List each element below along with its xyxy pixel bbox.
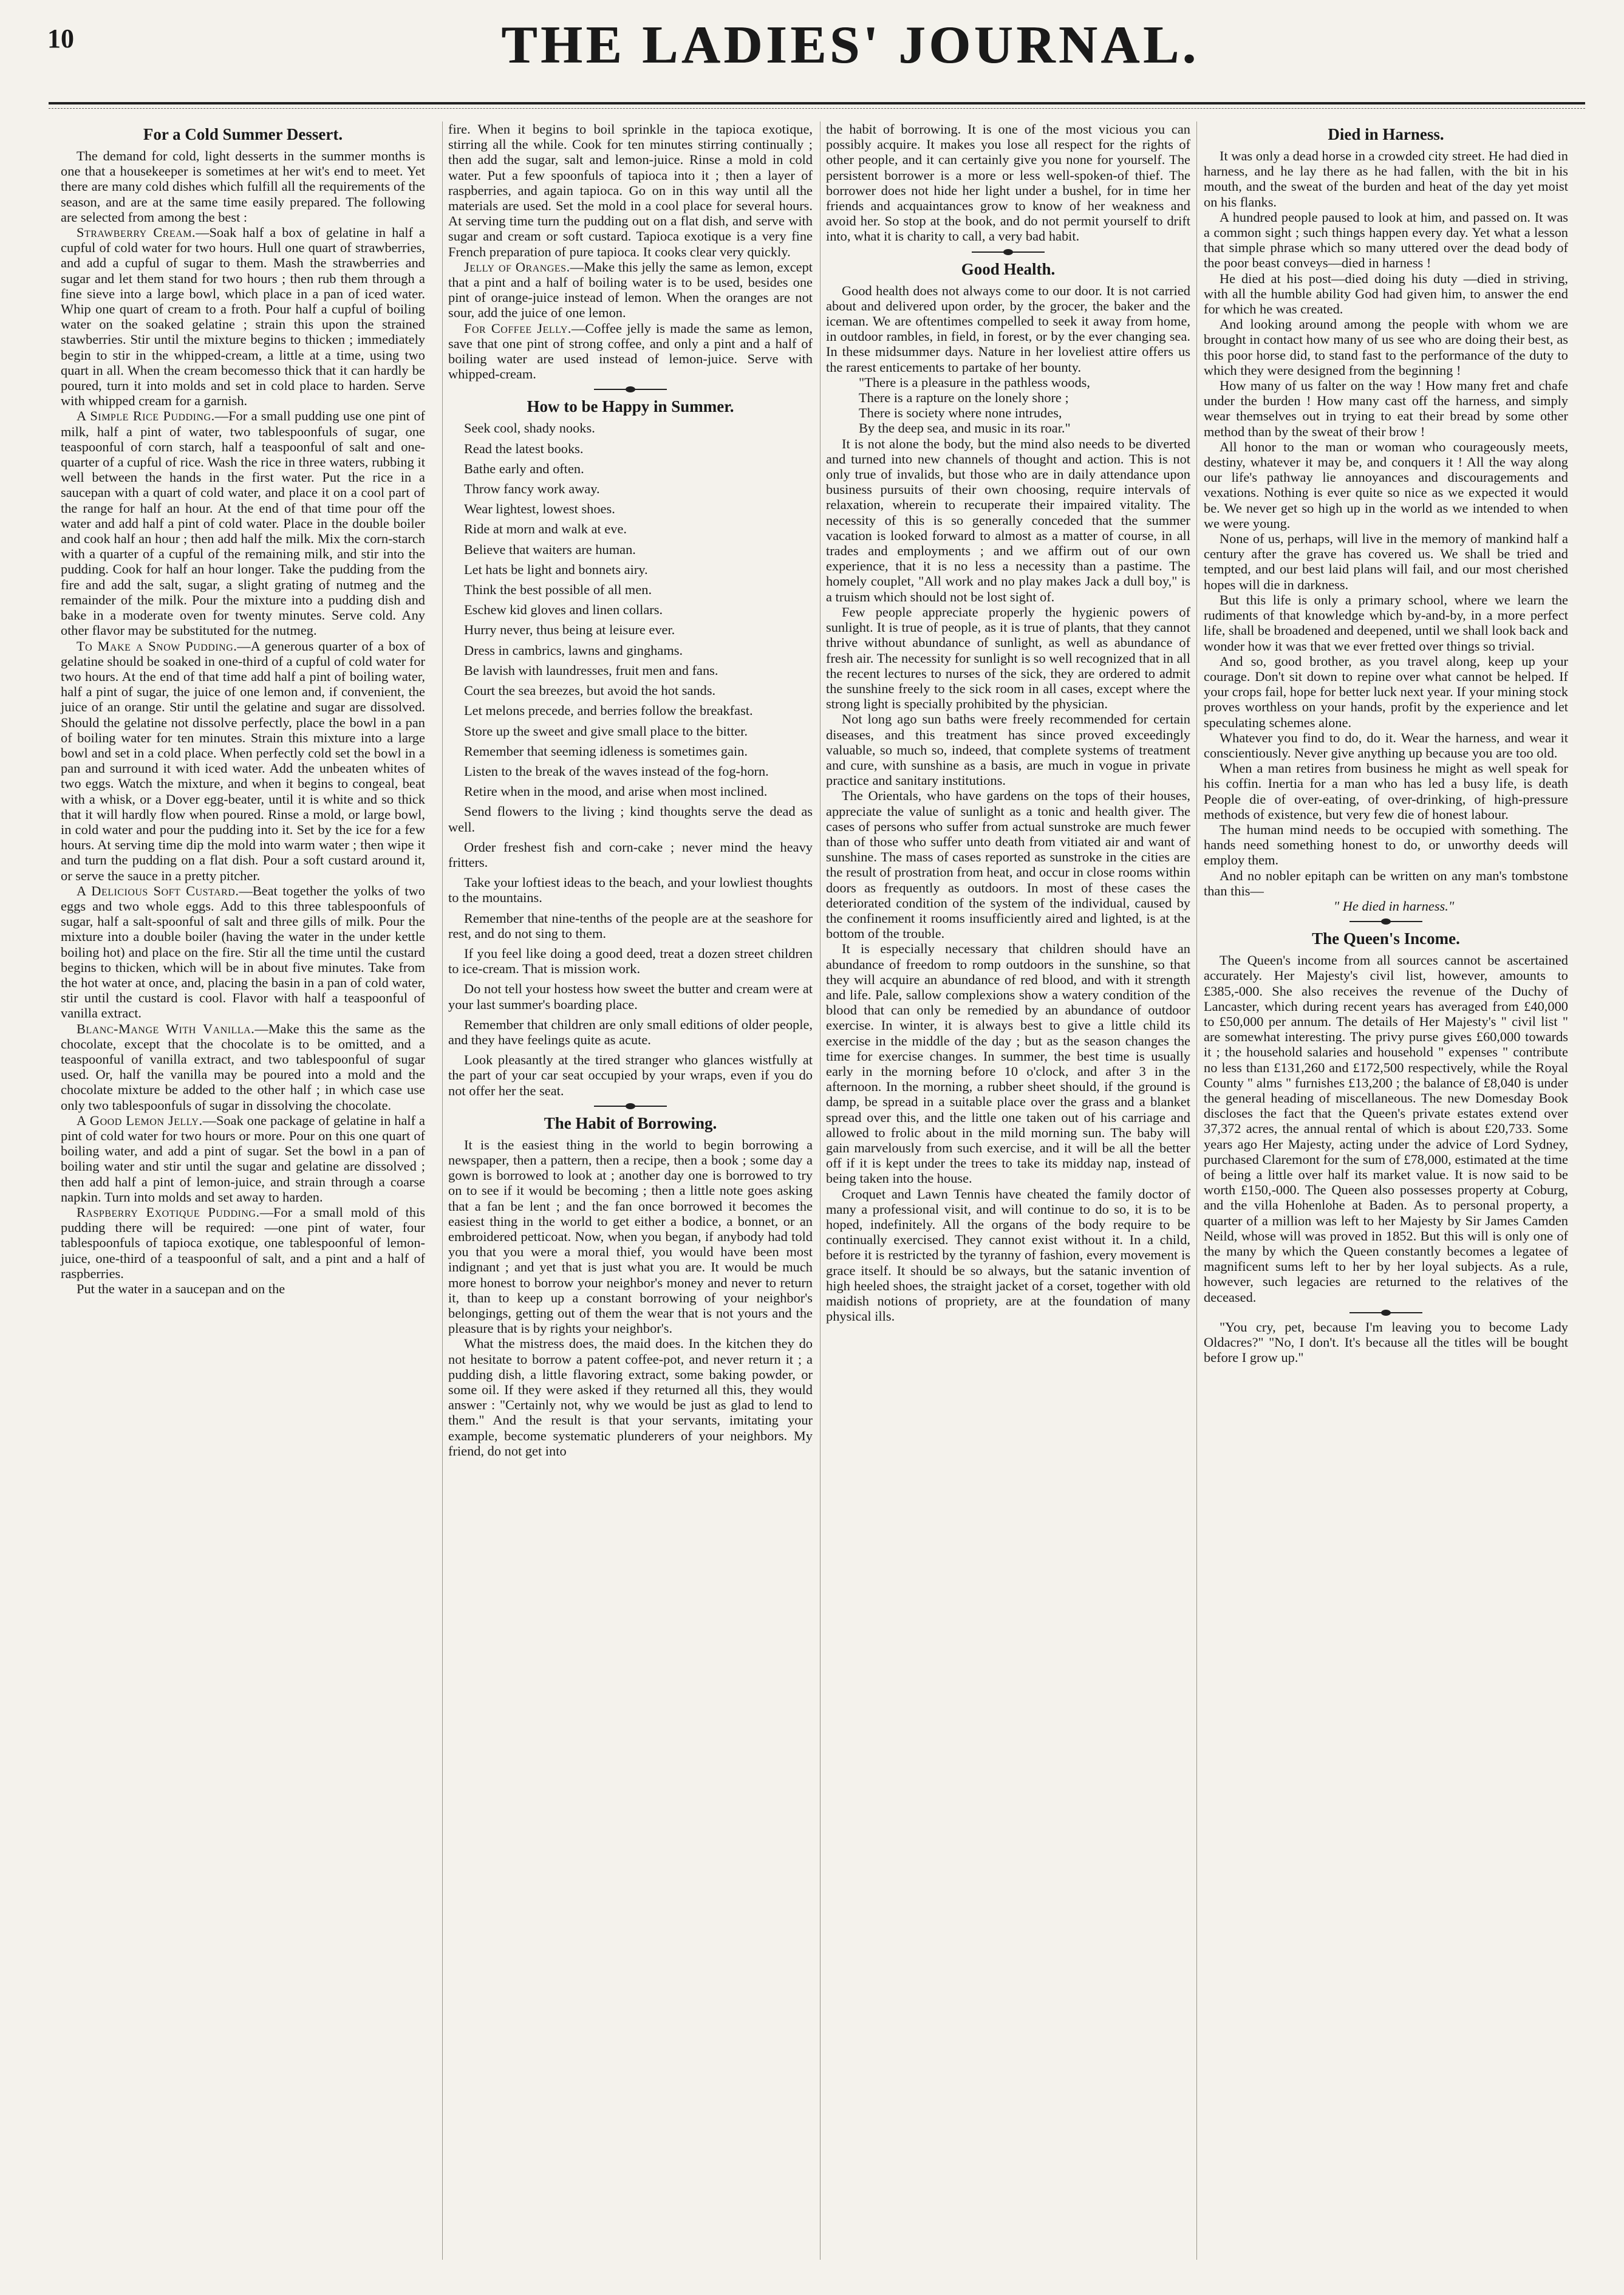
happy-list-item: Look pleasantly at the tired stranger who glances wistfully at the part of your car seat occupied by your wraps, even if you do not offer her the seat. xyxy=(448,1052,813,1098)
recipe-title: A Good Lemon Jelly. xyxy=(77,1112,203,1128)
paragraph: All honor to the man or woman who courageously meets, destiny, whatever it may be, and conquers it ! All the way along our life's pathway lie annoyances and discouragements and vexations. Nothing is ever quite so nice as we expected it would be. We never get so high up in the world as we intended to when we were young. xyxy=(1204,439,1568,531)
happy-list-item: Eschew kid gloves and linen collars. xyxy=(464,602,663,618)
happy-list-item: Do not tell your hostess how sweet the butter and cream were at your last summer's boarding place. xyxy=(448,981,813,1012)
paragraph: fire. When it begins to boil sprinkle in the tapioca exotique, stirring all the while. Cook for ten minutes stirring continually ; then add the sugar, salt and lemon-juice. Rinse a mold in cold water. Put a few spoonfuls of tapioca into it ; then a layer of raspberries, and again tapioca. Go on in this way until all the materials are used. Set the mold in a cool place for several hours. At serving time turn the pudding out on a flat dish, and serve with sugar and cream or soft custard. Tapioca exotique is a very fine French preparation of pure tapioca. It cooks clear very quickly. xyxy=(448,121,813,259)
recipe-paragraph xyxy=(448,321,813,382)
paragraph: None of us, perhaps, will live in the memory of mankind half a century after the grave has covered us. We shall be tried and tempted, and our best laid plans will fail, and our most cherished hopes will die in darkness. xyxy=(1204,531,1568,592)
happy-list-item: Believe that waiters are human. xyxy=(464,541,636,557)
recipe-title: Strawberry Cream. xyxy=(77,225,196,241)
happy-list-item: Wear lightest, lowest shoes. xyxy=(464,501,615,517)
paragraph: Few people appreciate properly the hygienic powers of sunlight. It is true of people, as it is true of plants, that they cannot thrive without abundance of sunlight, as well as abundance of fresh air. The necessity for sunlight is so well recognized that in all the recent lectures to nurses of the sick, they are ordered to admit the sunshine freely to the sick room in all cases, except where the strong light is specially prohibited by the physician. xyxy=(826,604,1190,712)
happy-list-item: Seek cool, shady nooks. xyxy=(464,420,595,436)
epitaph: " He died in harness." xyxy=(1333,898,1455,914)
recipe-title: For Coffee Jelly. xyxy=(464,320,571,336)
poem-line: By the deep sea, and music in its roar." xyxy=(859,420,1071,436)
happy-list-item: Think the best possible of all men. xyxy=(464,582,652,598)
column-1 xyxy=(61,121,425,1296)
happy-list-item: Remember that children are only small editions of older people, and they have feelings quite as acute. xyxy=(448,1016,813,1047)
paragraph: And looking around among the people with whom we are brought in contact how many of us see who are doing their best, as this poor horse did, to stand fast to the performance of the duty to which they were designed from the beginning ! xyxy=(1204,316,1568,378)
happy-list-item: Ride at morn and walk at eve. xyxy=(464,521,627,537)
paragraph: He died at his post—died doing his duty —died in striving, with all the humble ability God had given him, to answer the end for which he was created. xyxy=(1204,270,1568,317)
paragraph: The Orientals, who have gardens on the tops of their houses, appreciate the value of sunlight as a tonic and health giver. The cases of persons who suffer from actual sunstroke are much fewer than of those who suffer unto death from vitiated air and want of sunshine. The mass of cases reported as sunstroke in the cities are the result of prostration from heat, and occur in close rooms within doors as frequently as outdoors. In most of these cases the deteriorated condition of the system of the individual, caused by the confinement it rooms insufficiently aired and lighted, is at the bottom of the trouble. xyxy=(826,788,1190,942)
happy-list-item: Take your loftiest ideas to the beach, and your lowliest thoughts to the mountains. xyxy=(448,875,813,906)
paragraph: Put the water in a saucepan and on the xyxy=(77,1281,285,1297)
paragraph: It is especially necessary that children should have an abundance of freedom to romp outdoors in the sunshine, so that they will acquire an abundance of red blood, and with it strength and life. Pale, sallow complexions show a watery condition of the blood that can only be remedied by an abundance of outdoor exercise. In winter, it is always best to give a little child its exercise in the middle of the day ; but as the season changes the time for exercise changes. In summer, the best time is usually early in the morning before 10 o'clock, and after 3 in the afternoon. In the morning, a rubber sheet should, if the ground is damp, be spread in a suitable place over the grass and a blanket spread over this, and the little one taken out of his carriage and allowed to frolic about in the mild morning sun. The baby will gain marvelously from such exercise, and it will be all the better off if it is kept under the trees to take its midday nap, instead of being taken into the house. xyxy=(826,941,1190,1186)
recipe-body: —For a small mold of this pudding there will be required: —one pint of water, four tablespoonfuls of tapioca exotique, one tablespoonful of lemon-juice, one-third of a teaspoonful of salt, and a pint and a half of raspberries. xyxy=(61,1205,425,1281)
paragraph: But this life is only a primary school, where we learn the rudiments of that knowledge which by-and-by, in a more perfect life, shall be broadened and deepened, until we shall look back and wonder how it was that we ever fretted over things so trivial. xyxy=(1204,592,1568,654)
masthead-title: THE LADIES' JOURNAL. xyxy=(501,16,1199,75)
recipe-paragraph xyxy=(61,1205,425,1281)
recipe-title: Jelly of Oranges. xyxy=(464,259,570,275)
article-heading-queens-income: The Queen's Income. xyxy=(1312,929,1460,948)
recipe-paragraph xyxy=(61,1113,425,1205)
recipe-title: Raspberry Exotique Pudding. xyxy=(77,1205,260,1220)
article-heading-happy-summer: How to be Happy in Summer. xyxy=(527,397,734,416)
recipe-body: —A generous quarter of a box of gelatine should be soaked in one-third of a cupful of cold water for two hours. At the end of that time add half a pint of boiling water, half a pint of sugar, the juice of one lemon and, if convenient, the juice of an orange. Stir until the gelatine and sugar are dissolved. Should the gelatine not dissolve perfectly, place the bowl in a pan of boiling water for ten minutes. Strain this mixture into a large bowl and set in a cold place. When perfectly cold set the bowl in a pan and surround it with iced water. Add the unbeaten whites of two eggs. Watch the mixture, and when it begins to congeal, beat with a whisk, or a Dover egg-beater, until it is white and so thick that it will hardly flow when poured. Rinse a mold, or large bowl, in cold water and pour the pudding into it. Set by the ice for a few hours. At serving time dip the mold into warm water ; then wipe it and turn the pudding on a flat dish. Pour a soft custard around it, or serve the sauce in a pretty pitcher. xyxy=(61,638,425,883)
happy-list-item: Court the sea breezes, but avoid the hot sands. xyxy=(464,683,716,699)
paragraph: A hundred people paused to look at him, and passed on. It was a common sight ; such things happen every day. Yet what a lesson that simple phrase which so many uttered over the dead body of the poor beast conveys—died in harness ! xyxy=(1204,209,1568,271)
happy-list-item: Let melons precede, and berries follow the breakfast. xyxy=(464,703,753,719)
paragraph: Croquet and Lawn Tennis have cheated the family doctor of many a professional visit, and will continue to do so, it is to be hoped, indefinitely. All the organs of the body require to be continually exercised. They cannot exist without it. In a child, before it is restricted by the tyranny of fashion, every movement is grace itself. It should be so always, but the satanic invention of high heeled shoes, the straight jacket of a corset, together with old maidish notions of propriety, are at the foundation of many physical ills. xyxy=(826,1186,1190,1324)
paragraph: It is not alone the body, but the mind also needs to be diverted and turned into new channels of thought and action. This is not only true of invalids, but those who are in daily attendance upon business pursuits of their own choosing, require intervals of relaxation, wherein to recuperate their impaired vitality. The necessity of this is so generally conceded that the summer vacation is looked forward to almost as a matter of course, in all trades and employments ; and we affirm out of our own experience, that it is no less a necessity than a pastime. The homely couplet, "All work and no play makes Jack a dull boy," is a truism which should not be lost sight of. xyxy=(826,436,1190,604)
header-rule-dashed xyxy=(49,108,1585,109)
paragraph: Not long ago sun baths were freely recommended for certain diseases, and this treatment has since proved exceedingly valuable, so much so, indeed, that complete systems of treatment and cure, with sunshine as a basis, are much in vogue in private practice and sanitary institutions. xyxy=(826,711,1190,788)
happy-list-item: Remember that nine-tenths of the people are at the seashore for rest, and do not sing to them. xyxy=(448,910,813,941)
happy-list-item: Retire when in the mood, and arise when most inclined. xyxy=(464,784,768,799)
paragraph: the habit of borrowing. It is one of the most vicious you can possibly acquire. It makes you lose all respect for the rights of other people, and it can certainly give you none for yourself. The persistent borrower is a more or less well-spoken-of thief. The borrower does not hide her light under a bushel, for in time her friends and acquaintances grow to know of her weakness and avoid her. So stop at the book, and do not permit yourself to drift into, what it is charity to call, a very bad habit. xyxy=(826,121,1190,244)
column-divider xyxy=(820,121,821,2260)
article-heading-borrowing: The Habit of Borrowing. xyxy=(544,1113,717,1132)
article-heading-cold-dessert: For a Cold Summer Dessert. xyxy=(143,125,343,143)
happy-list-item: Send flowers to the living ; kind thoughts serve the dead as well. xyxy=(448,804,813,835)
recipe-body: —Coffee jelly is made the same as lemon, save that one pint of strong coffee, and only a pint and a half of boiling water are used instead of lemon-juice. Serve with whipped-cream. xyxy=(448,320,813,382)
recipe-title: A Delicious Soft Custard. xyxy=(77,883,239,898)
happy-list-item: Throw fancy work away. xyxy=(464,481,600,497)
paragraph: What the mistress does, the maid does. In the kitchen they do not hesitate to borrow a patent coffee-pot, and never return it ; a pudding dish, a little flavoring extract, some baking powder, or some oil. If they were asked if they returned all this, they would answer : "Certainly not, why we would be just as glad to lend to them." And the result is that your servants, imitating your example, become systematic plunderers of your neighbors. My friend, do not get into xyxy=(448,1336,813,1459)
article-heading-good-health: Good Health. xyxy=(961,259,1056,278)
paragraph: The Queen's income from all sources cannot be ascertained accurately. Her Majesty's civil list, however, amounts to £385,-000. She also receives the revenue of the Duchy of Lancaster, which during recent years has averaged from £40,000 to £50,000 per annum. The details of Her Majesty's " civil list " are somewhat interesting. The privy purse gives £60,000 towards it ; the household salaries and household " expenses " contribute no less than £131,260 and £172,500 respectively, while the Royal County " alms " furnishes £13,200 ; the balance of £8,040 is under the general heading of miscellaneous. The new Domesday Book discloses the fact that the Queen's private estates extend over 37,372 acres, the annual rental of which is about £20,733. Some years ago Her Majesty, acting under the advice of Lord Sydney, purchased Claremont for the sum of £78,000, estimated at the time of being a little over half its market value. It is now said to be worth £150,-000. The Queen also possesses property at Coburg, and the villa Hohenlohe at Baden. As to personal property, a quarter of a million was left to her Majesty by Sir James Camden Neild, whose will was proved in 1852. But this will is only one of the many by which the Queen constantly becomes a legatee of magnificent sums left to her by her loyal subjects. As a rule, however, such legacies are returned to the relatives of the deceased. xyxy=(1204,953,1568,1305)
happy-list-item: Remember that seeming idleness is sometimes gain. xyxy=(464,743,748,759)
paragraph: The human mind needs to be occupied with something. The hands need something honest to do, or unworthy deeds will employ them. xyxy=(1204,821,1568,868)
happy-list-item: Store up the sweet and give small place to the bitter. xyxy=(464,723,748,739)
happy-list-item: Let hats be light and bonnets airy. xyxy=(464,561,648,577)
section-separator xyxy=(1349,921,1422,922)
happy-list-item: Listen to the break of the waves instead of the fog-horn. xyxy=(464,763,769,779)
recipe-paragraph xyxy=(61,408,425,638)
recipe-paragraph xyxy=(448,259,813,321)
recipe-body: —Soak half a box of gelatine in half a cupful of cold water for two hours. Hull one quart of strawberries, and add a cupful of sugar to them. Mash the strawberries and sugar and let them stand for two hours ; then rub them through a fine sieve into a large bowl, which place in a pan of iced water. Whip one quart of cream to a froth. Pour half a cupful of boiling water on the soaked gelatine ; strain this upon the strained stawberries. Stir until the mixture begins to thicken ; immediately begin to stir in the whipped-cream, a little at a time, using two quart in all. When the cream becomesso thick that it can hardly be poured, turn it into molds and set in cold place to harden. Serve with whipped cream for a garnish. xyxy=(61,225,425,409)
recipe-paragraph xyxy=(61,638,425,883)
paragraph: Whatever you find to do, do it. Wear the harness, and wear it conscientiously. Never give anything up because you are too old. xyxy=(1204,730,1568,761)
poem-line: There is society where none intrudes, xyxy=(859,405,1062,421)
happy-list-item: Dress in cambrics, lawns and ginghams. xyxy=(464,642,683,658)
happy-list-item: Hurry never, thus being at leisure ever. xyxy=(464,622,675,638)
column-4 xyxy=(1204,121,1568,1365)
poem-line: There is a rapture on the lonely shore ; xyxy=(859,390,1069,406)
recipe-title: A Simple Rice Pudding. xyxy=(77,408,215,424)
section-separator xyxy=(1349,1312,1422,1313)
column-divider xyxy=(1196,121,1197,2260)
article-heading-died-in-harness: Died in Harness. xyxy=(1328,125,1444,143)
happy-summer-list xyxy=(448,420,813,1098)
section-separator xyxy=(594,389,667,390)
paragraph: And so, good brother, as you travel along, keep up your courage. Don't sit down to repine over what cannot be helped. If your crops fail, hope for better luck next year. If your mining stock proves worthless on your hands, profit by the experience and let speculating schemes alone. xyxy=(1204,653,1568,730)
recipe-body: —For a small pudding use one pint of milk, half a pint of water, two tablespoonfuls of sugar, one teaspoonful of corn starch, half a teaspoonful of salt and one-quarter of a cupful of rice. Wash the rice in three waters, rubbing it well between the hands in the first water. Put the rice in a saucepan with a quart of cold water, and place it on a cool part of the range for half an hour. At the end of that time pour off the water and add half a pint of cold water. Place in the double boiler and cook half an hour ; then add half the milk. Mix the corn-starch with a quarter of a cupful of the remaining milk, and stir into the pudding. Cook for half an hour longer. Take the pudding from the fire and add the salt, sugar, a slight grating of nutmeg and the remainder of the milk. Pour the mixture into a pudding dish and bake in a moderate oven for twenty minutes. Serve cold. Any other flavor may be substituted for the nutmeg. xyxy=(61,408,425,638)
column-3 xyxy=(826,121,1190,1324)
recipe-paragraph xyxy=(61,883,425,1021)
column-2 xyxy=(448,121,813,1459)
paragraph: When a man retires from business he might as well speak for his coffin. Inertia for a man who has led a busy life, is death People die of over-eating, of over-drinking, of high-pressure methods of existence, but very few die of honest labour. xyxy=(1204,761,1568,822)
paragraph: It was only a dead horse in a crowded city street. He had died in harness, and he lay there as he had fallen, with the bit in his mouth, and the sweat of the burden and heat of the day yet moist on his flanks. xyxy=(1204,148,1568,210)
recipe-body: —Make this jelly the same as lemon, except that a pint and a half of boiling water is to be used, besides one pint of orange-juice instead of lemon. When the oranges are not sour, add the juice of one lemon. xyxy=(448,259,813,321)
recipe-body: —Beat together the yolks of two eggs and two whole eggs. Add to this three tablespoonfuls of sugar, half a salt-spoonful of salt and three gills of milk. Pour the mixture into a double boiler (having the water in the under kettle boiling hot) and place on the fire. Stir all the time until the custard begins to thicken, which will be in about five minutes. Take from the hot water at once, and, placing the basin in a pan of cold water, stir until the custard is cool. Flavor with half a teaspoonful of vanilla extract. xyxy=(61,883,426,1021)
section-separator xyxy=(594,1106,667,1107)
joke-paragraph: "You cry, pet, because I'm leaving you to become Lady Oldacres?" "No, I don't. It's because all the titles will be bought before I grow up." xyxy=(1204,1319,1568,1366)
paragraph: How many of us falter on the way ! How many fret and chafe under the burden ! How many cast off the harness, and simply wear themselves out in trying to eat their bread by some other method than by the sweat of their brow ! xyxy=(1204,378,1568,439)
happy-list-item: Be lavish with laundresses, fruit men and fans. xyxy=(464,662,718,678)
happy-list-item: If you feel like doing a good deed, treat a dozen street children to ice-cream. That is mission work. xyxy=(448,945,813,977)
column-divider xyxy=(442,121,443,2260)
happy-list-item: Read the latest books. xyxy=(464,440,584,456)
recipe-title: Blanc-Mange With Vanilla. xyxy=(77,1021,255,1036)
recipe-body: —Make this the same as the chocolate, except that the chocolate is to be omitted, and a teaspoonful of vanilla extract, and two tablespoonful of sugar used. Or, half the vanilla may be poured into a mold and the chocolate mixture be added to the other half ; in which case use only two tablespoonfuls of sugar in dissolving the chocolate. xyxy=(61,1021,426,1113)
recipe-paragraph xyxy=(61,1021,425,1113)
section-separator xyxy=(972,251,1045,253)
recipe-body: —Soak one package of gelatine in half a pint of cold water for two hours or more. Pour on this one quart of boiling water, and add a pint of sugar. Set the bowl in a pan of boiling water and stir until the sugar and gelatine are dissolved ; then add half a pint of lemon-juice, and strain through a coarse napkin. Turn into molds and set away to harden. xyxy=(61,1112,425,1205)
paragraph: The demand for cold, light desserts in the summer months is one that a housekeeper is sometimes at her wit's end to meet. Yet there are many cold dishes which fulfill all the requirements of the season, and are at the same time easily prepared. The following are selected from among the best : xyxy=(61,148,425,225)
paragraph: And no nobler epitaph can be written on any man's tombstone than this— xyxy=(1204,867,1568,898)
paragraph: Good health does not always come to our door. It is not carried about and delivered upon order, by the grocer, the baker and the iceman. We are oftentimes compelled to seek it away from home, in outdoor rambles, in field, in forest, or by the ever changing sea. In these midsummer days. Nature in her loveliest attire offers us the rarest enticements to partake of her bounty. xyxy=(826,282,1190,375)
recipe-title: To Make a Snow Pudding. xyxy=(77,638,237,654)
page-number: 10 xyxy=(47,24,74,53)
header-rule xyxy=(49,102,1585,104)
paragraph: It is the easiest thing in the world to begin borrowing a newspaper, then a pattern, then a recipe, then a book ; some day a gown is borrowed to look at ; another day one is borrowed to try on to see if it would be becoming ; then a little note goes asking that a fan be lent ; and the fan once borrowed it becomes the easiest thing in the world to get either a bodice, a bonnet, or an embroidered petticoat. Now, when you began, if anybody had told you that you were a moral thief, you would have been most indignant ; and yet that is just what you are. It would be much more honest to borrow your neighbor's money and never to return it, than to keep up a constant borrowing of your neighbor's belongings, getting out of them the wear that is not yours and the pleasure that is by rights your neighbor's. xyxy=(448,1137,813,1336)
happy-list-item: Bathe early and often. xyxy=(464,460,584,476)
recipe-paragraph xyxy=(61,225,425,408)
poem-line: "There is a pleasure in the pathless woods, xyxy=(859,374,1090,390)
happy-list-item: Order freshest fish and corn-cake ; never mind the heavy fritters. xyxy=(448,839,813,870)
